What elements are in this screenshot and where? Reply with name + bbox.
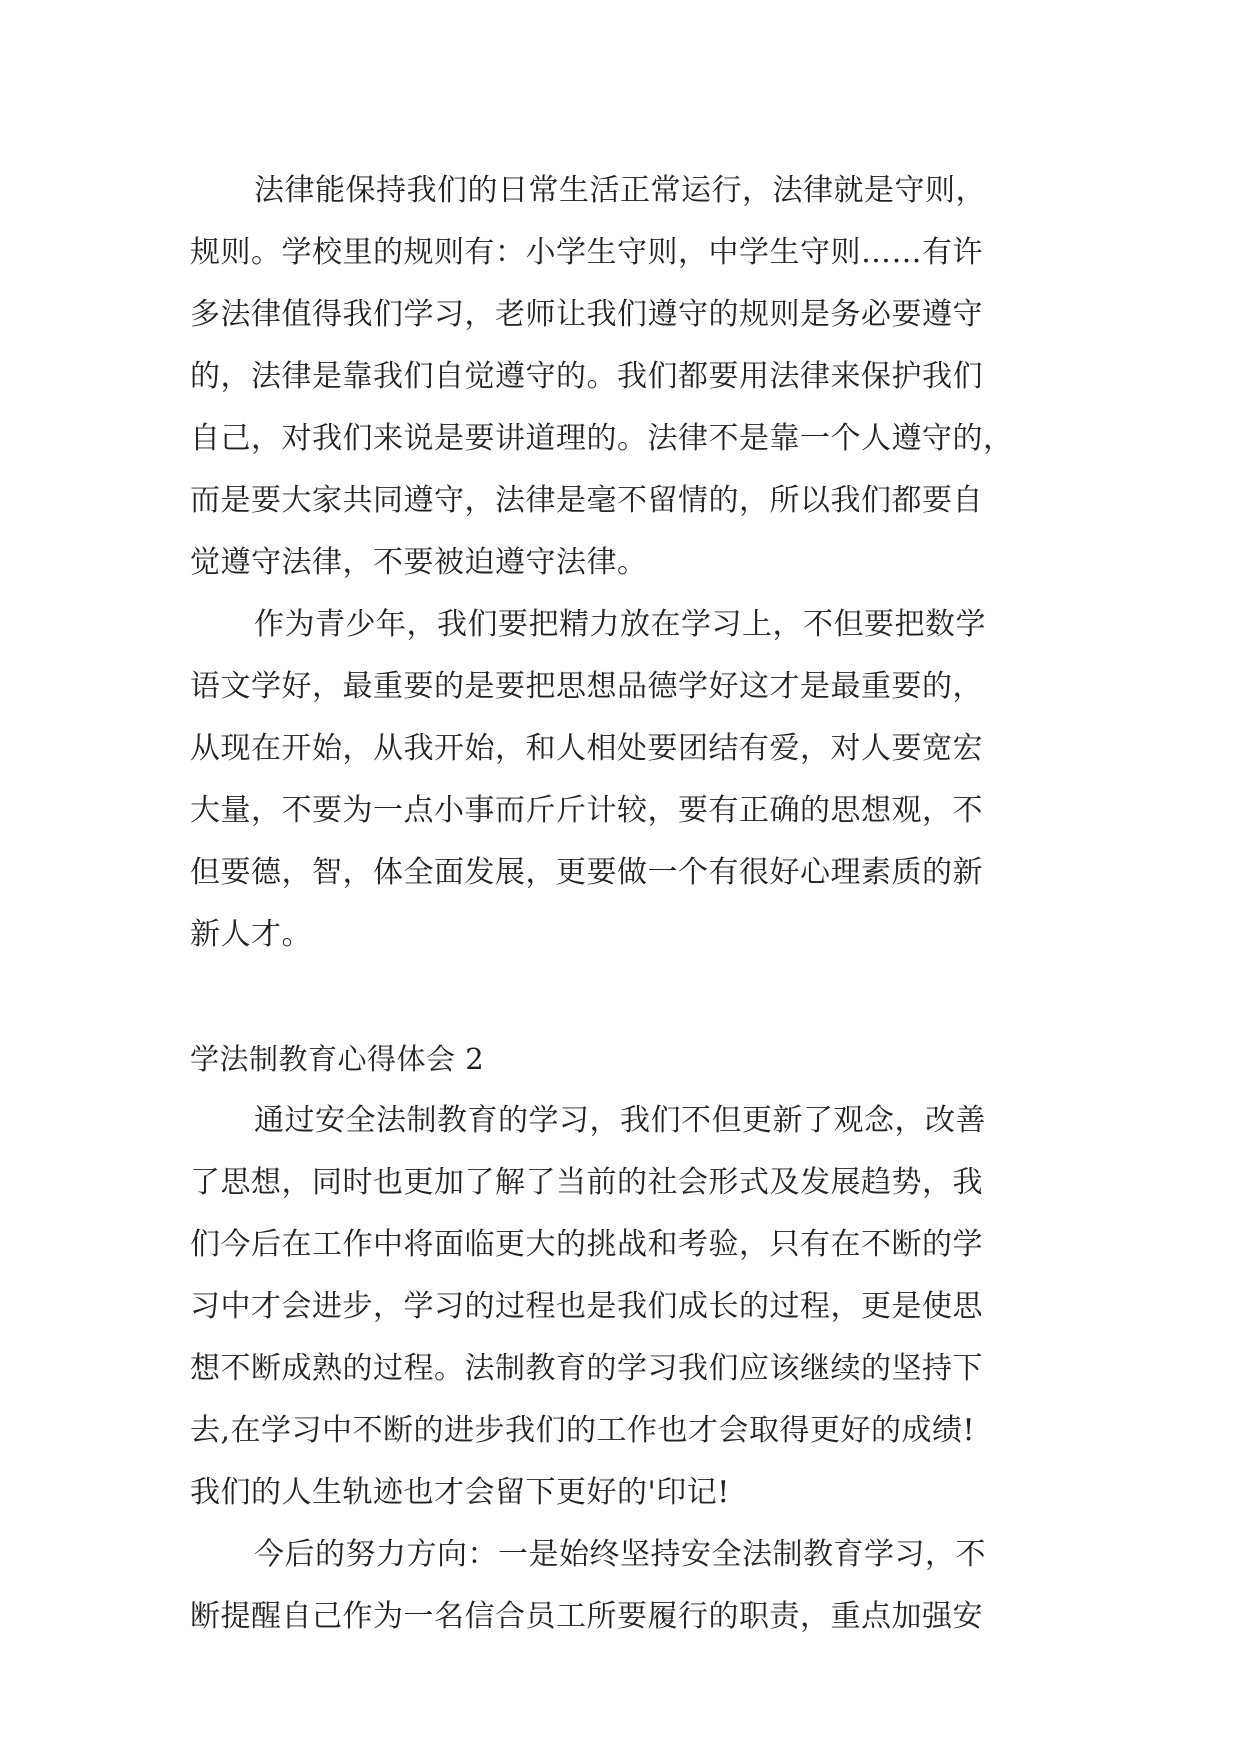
text-line: 习中才会进步，学习的过程也是我们成长的过程，更是使思 — [190, 1289, 983, 1324]
section-title: 学法制教育心得体会 2 — [190, 1042, 485, 1076]
text-line: 今后的努力方向：一是始终坚持安全法制教育学习，不 — [254, 1537, 986, 1572]
text-line: 觉遵守法律，不要被迫遵守法律。 — [190, 545, 648, 580]
text-line: 作为青少年，我们要把精力放在学习上，不但要把数学 — [254, 607, 986, 642]
section2-paragraph-1 — [190, 1090, 1058, 1524]
text-line: 断提醒自己作为一名信合员工所要履行的职责，重点加强安 — [190, 1599, 983, 1634]
text-line: 大量，不要为一点小事而斤斤计较，要有正确的思想观，不 — [190, 793, 983, 828]
text-line: 但要德，智，体全面发展，更要做一个有很好心理素质的新 — [190, 855, 983, 890]
section-spacer — [190, 966, 1058, 1028]
paragraph-2 — [190, 594, 1058, 966]
text-line: 了思想，同时也更加了解了当前的社会形式及发展趋势，我 — [190, 1165, 983, 1200]
document-body — [190, 160, 1058, 1648]
text-line: 语文学好，最重要的是要把思想品德学好这才是最重要的， — [190, 669, 983, 704]
text-line: 的，法律是靠我们自觉遵守的。我们都要用法律来保护我们 — [190, 359, 983, 394]
text-line: 多法律值得我们学习，老师让我们遵守的规则是务必要遵守 — [190, 297, 983, 332]
text-line: 法律能保持我们的日常生活正常运行，法律就是守则， — [254, 173, 986, 208]
text-line: 自己，对我们来说是要讲道理的。法律不是靠一个人遵守的， — [190, 421, 1014, 456]
text-line: 从现在开始，从我开始，和人相处要团结有爱，对人要宽宏 — [190, 731, 983, 766]
text-line: 而是要大家共同遵守，法律是毫不留情的，所以我们都要自 — [190, 483, 983, 518]
section2-paragraph-2 — [190, 1524, 1058, 1648]
text-line: 去,在学习中不断的进步我们的工作也才会取得更好的成绩! — [190, 1413, 976, 1448]
text-line: 我们的人生轨迹也才会留下更好的'印记! — [190, 1475, 730, 1510]
text-line: 通过安全法制教育的学习，我们不但更新了观念，改善 — [254, 1103, 986, 1138]
text-line: 新人才。 — [190, 917, 312, 952]
text-line: 规则。学校里的规则有：小学生守则，中学生守则……有许 — [190, 235, 983, 270]
text-line: 想不断成熟的过程。法制教育的学习我们应该继续的坚持下 — [190, 1351, 983, 1386]
paragraph-1 — [190, 160, 1058, 594]
text-line: 们今后在工作中将面临更大的挑战和考验，只有在不断的学 — [190, 1227, 983, 1262]
